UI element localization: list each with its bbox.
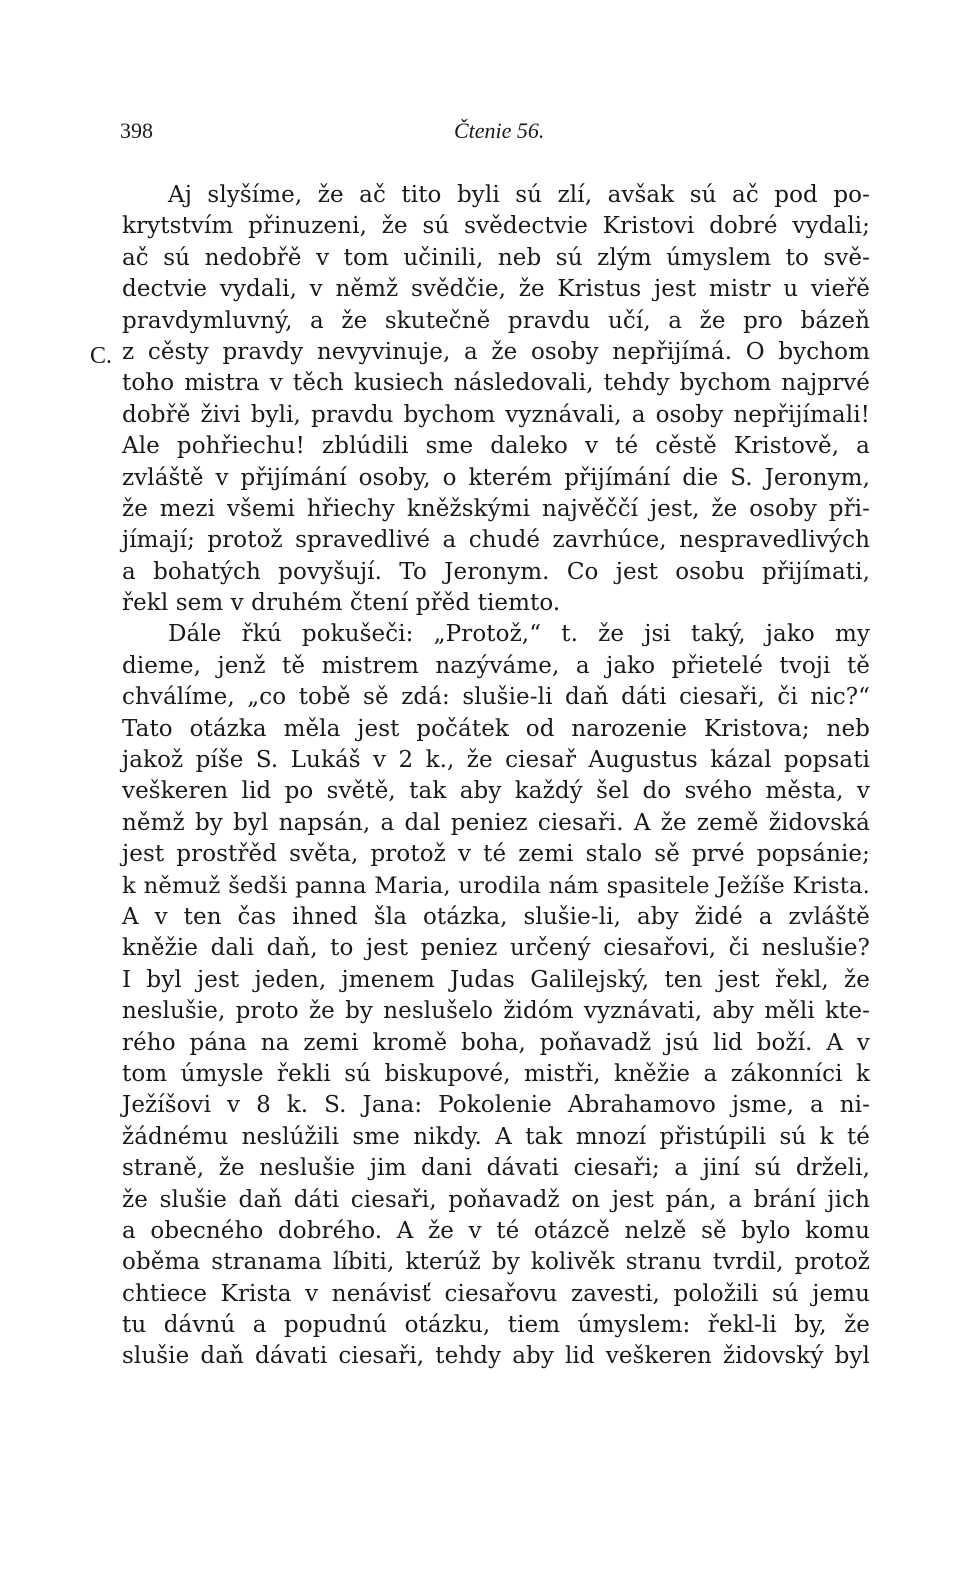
text-line: pravdymluvný, a že skutečně pravdu učí, a že pro bázeň — [122, 307, 870, 334]
text-line: že slušie daň dáti ciesaři, poňavadž on jest pán, a brání jich — [122, 1186, 870, 1213]
text-line: veškeren lid po světě, tak aby každý šel do svého města, v — [122, 778, 870, 805]
page-header — [120, 118, 872, 148]
text-line: ač sú nedobřě v tom učinili, neb sú zlým úmyslem to svě- — [122, 244, 870, 271]
text-line: řekl sem v druhém čtení přěd tiemto. — [122, 590, 561, 617]
text-line: neslušie, proto že by neslušelo židóm vyznávati, aby měli kte- — [122, 998, 870, 1025]
text-line: že mezi všemi hřiechy kněžskými najvěččí jest, že osoby při- — [122, 495, 870, 522]
text-line: oběma stranama líbiti, kterúž by kolivěk stranu tvrdil, protož — [122, 1249, 870, 1276]
text-line: k němuž šedši panna Maria, urodila nám spasitele Ježíše Krista. — [122, 872, 870, 899]
text-line: Ježíšovi v 8 k. S. Jana: Pokolenie Abrahamovo jsme, a ni- — [122, 1092, 870, 1119]
text-line: jakož píše S. Lukáš v 2 k., že ciesař Augustus kázal popsati — [122, 747, 870, 774]
text-line: I byl jest jeden, jmenem Judas Galilejský, ten jest řekl, že — [122, 966, 870, 993]
text-line: kněžie dali daň, to jest peniez určený ciesařovi, či neslušie? — [122, 935, 870, 962]
text-line: Aj slyšíme, že ač tito byli sú zlí, avšak sú ač pod po- — [168, 182, 870, 208]
body-text — [122, 180, 870, 1373]
page-number: 398 — [120, 118, 153, 143]
text-line: chtiece Krista v nenávisť ciesařovu zavesti, položili sú jemu — [122, 1280, 870, 1307]
text-line: krytstvím přinuzeni, že sú svědectvie Kristovi dobré vydali; — [122, 213, 870, 240]
text-line: jímají; protož spravedlivé a chudé zavrhúce, nespravedlivých — [122, 527, 870, 554]
text-line: jest prostřěd světa, protož v té zemi stalo sě prvé popsánie; — [122, 841, 870, 868]
text-line: rého pána na zemi kromě boha, poňavadž jsú lid boží. A v — [122, 1029, 870, 1056]
margin-note: C. — [90, 343, 113, 369]
text-line: toho mistra v těch kusiech následovali, tehdy bychom najprvé — [122, 370, 870, 397]
text-line: dectvie vydali, v němž svědčie, že Kristus jest mistr u vieřě — [122, 276, 870, 303]
running-head: Čtenie 56. — [454, 118, 545, 143]
text-line: tom úmysle řekli sú biskupové, mistři, kněžie a zákonníci k — [122, 1060, 870, 1087]
text-line: chválíme, „co tobě sě zdá: slušie-li daň dáti ciesaři, či nic?“ — [122, 684, 870, 711]
text-line: slušie daň dávati ciesaři, tehdy aby lid veškeren židovský byl — [122, 1343, 870, 1370]
text-line: tu dávnú a popudnú otázku, tiem úmyslem: řekl-li by, že — [122, 1312, 870, 1339]
text-line: němž by byl napsán, a dal peniez ciesaři. A že země židovská — [122, 809, 870, 836]
text-line: zvláště v přijímání osoby, o kterém přijímání die S. Jeronym, — [122, 464, 870, 491]
text-line: a obecného dobrého. A že v té otázcě nelzě sě bylo komu — [122, 1217, 870, 1244]
text-line: straně, že neslušie jim dani dávati ciesaři; a jiní sú drželi, — [122, 1155, 870, 1182]
text-line: a bohatých povyšují. To Jeronym. Co jest osobu přijímati, — [122, 558, 870, 585]
text-line: z cěsty pravdy nevyvinuje, a že osoby nepřijímá. O bychom — [122, 338, 870, 365]
text-line: Tato otázka měla jest počátek od narozenie Kristova; neb — [122, 715, 870, 742]
text-line: A v ten čas ihned šla otázka, slušie-li, aby židé a zvláště — [122, 903, 870, 930]
text-line: dobřě živi byli, pravdu bychom vyznávali, a osoby nepřijímali! — [122, 401, 870, 428]
text-line: žádnému neslúžili sme nikdy. A tak mnozí přistúpili sú k té — [122, 1123, 870, 1150]
text-line: Ale pohřiechu! zblúdili sme daleko v té cěstě Kristově, a — [122, 433, 870, 460]
text-line: dieme, jenž tě mistrem nazýváme, a jako přietelé tvoji tě — [122, 652, 870, 679]
text-line: Dále řkú pokušeči: „Protož,“ t. že jsi taký, jako my — [168, 621, 870, 648]
